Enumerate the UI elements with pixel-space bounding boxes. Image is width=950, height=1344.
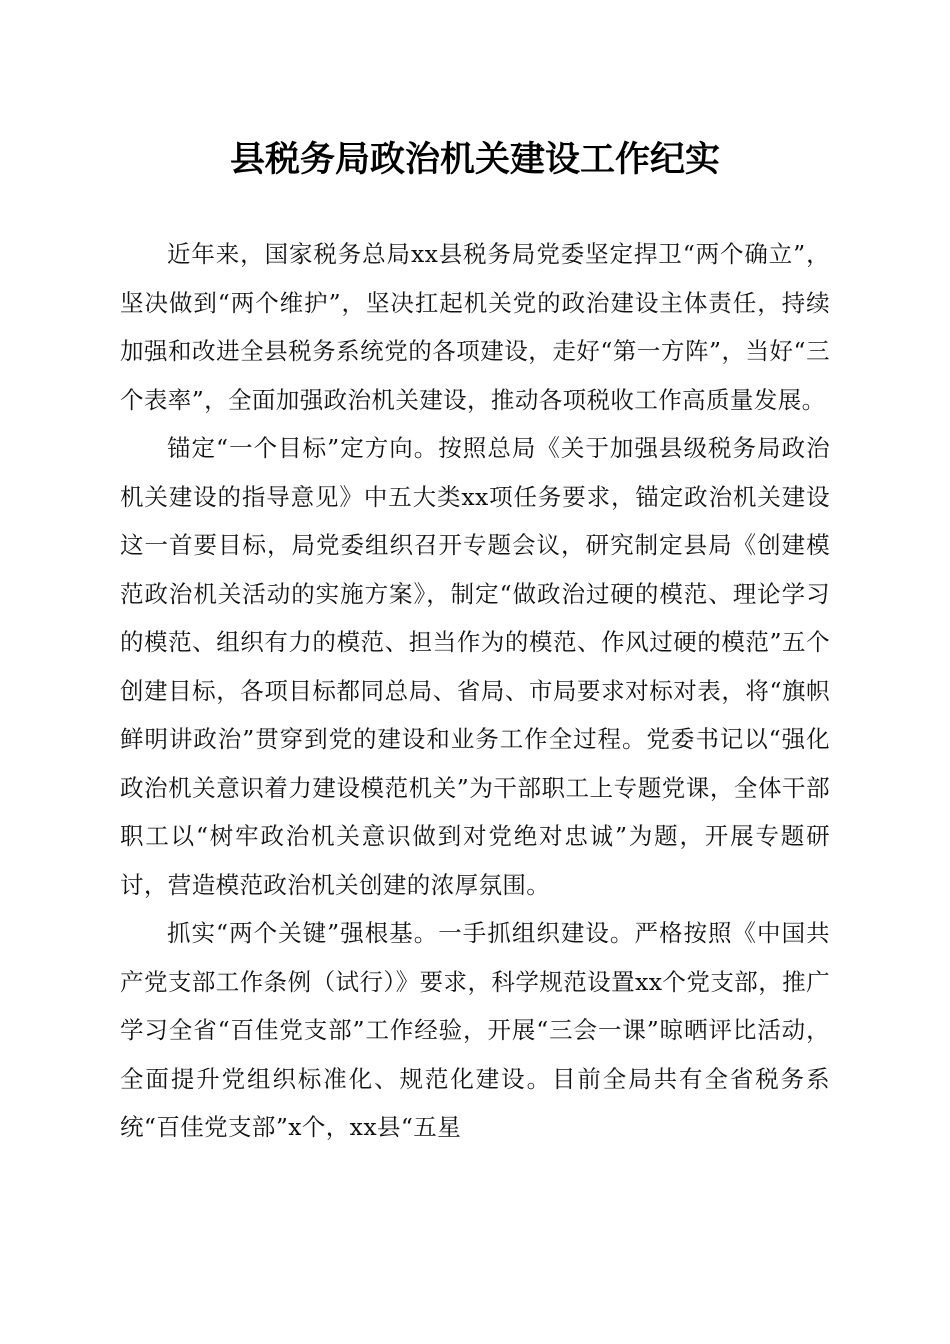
document-title: 县税务局政治机关建设工作纪实 bbox=[229, 139, 720, 180]
paragraph-one-goal: 锚定“一个目标”定方向。按照总局《关于加强县级税务局政治机关建设的指导意见》中五大类xx项任务要求，锚定政治机关建设这一首要目标，局党委组织召开专题会议，研究制定县局《创建模范政治机关活动的实施方案》，制定“做政治过硬的模范、理论学习的模范、组织有力的模范、担当作为的模范、作风过硬的模范”五个创建目标，各项目标都同总局、省局、市局要求对标对表，将“旗帜鲜明讲政治”贯穿到党的建设和业务工作全过程。党委书记以“强化政治机关意识着力建设模范机关”为干部职工上专题党课，全体干部职工以“树牢政治机关意识做到对党绝对忠诚”为题，开展专题研讨，营造模范政治机关创建的浓厚氛围。 bbox=[120, 434, 830, 899]
document-body bbox=[120, 230, 830, 1152]
paragraph-intro: 近年来，国家税务总局xx县税务局党委坚定捍卫“两个确立”，坚决做到“两个维护”，坚决扛起机关党的政治建设主体责任，持续加强和改进全县税务系统党的各项建设，走好“第一方阵”，当好“三个表率”，全面加强政治机关建设，推动各项税收工作高质量发展。 bbox=[120, 240, 830, 414]
paragraph-two-keys: 抓实“两个关键”强根基。一手抓组织建设。严格按照《中国共产党支部工作条例（试行）》要求，科学规范设置xx个党支部，推广学习全省“百佳党支部”工作经验，开展“三会一课”晾晒评比活动，全面提升党组织标准化、规范化建设。目前全局共有全省税务系统“百佳党支部”x个，xx县“五星 bbox=[120, 919, 830, 1141]
